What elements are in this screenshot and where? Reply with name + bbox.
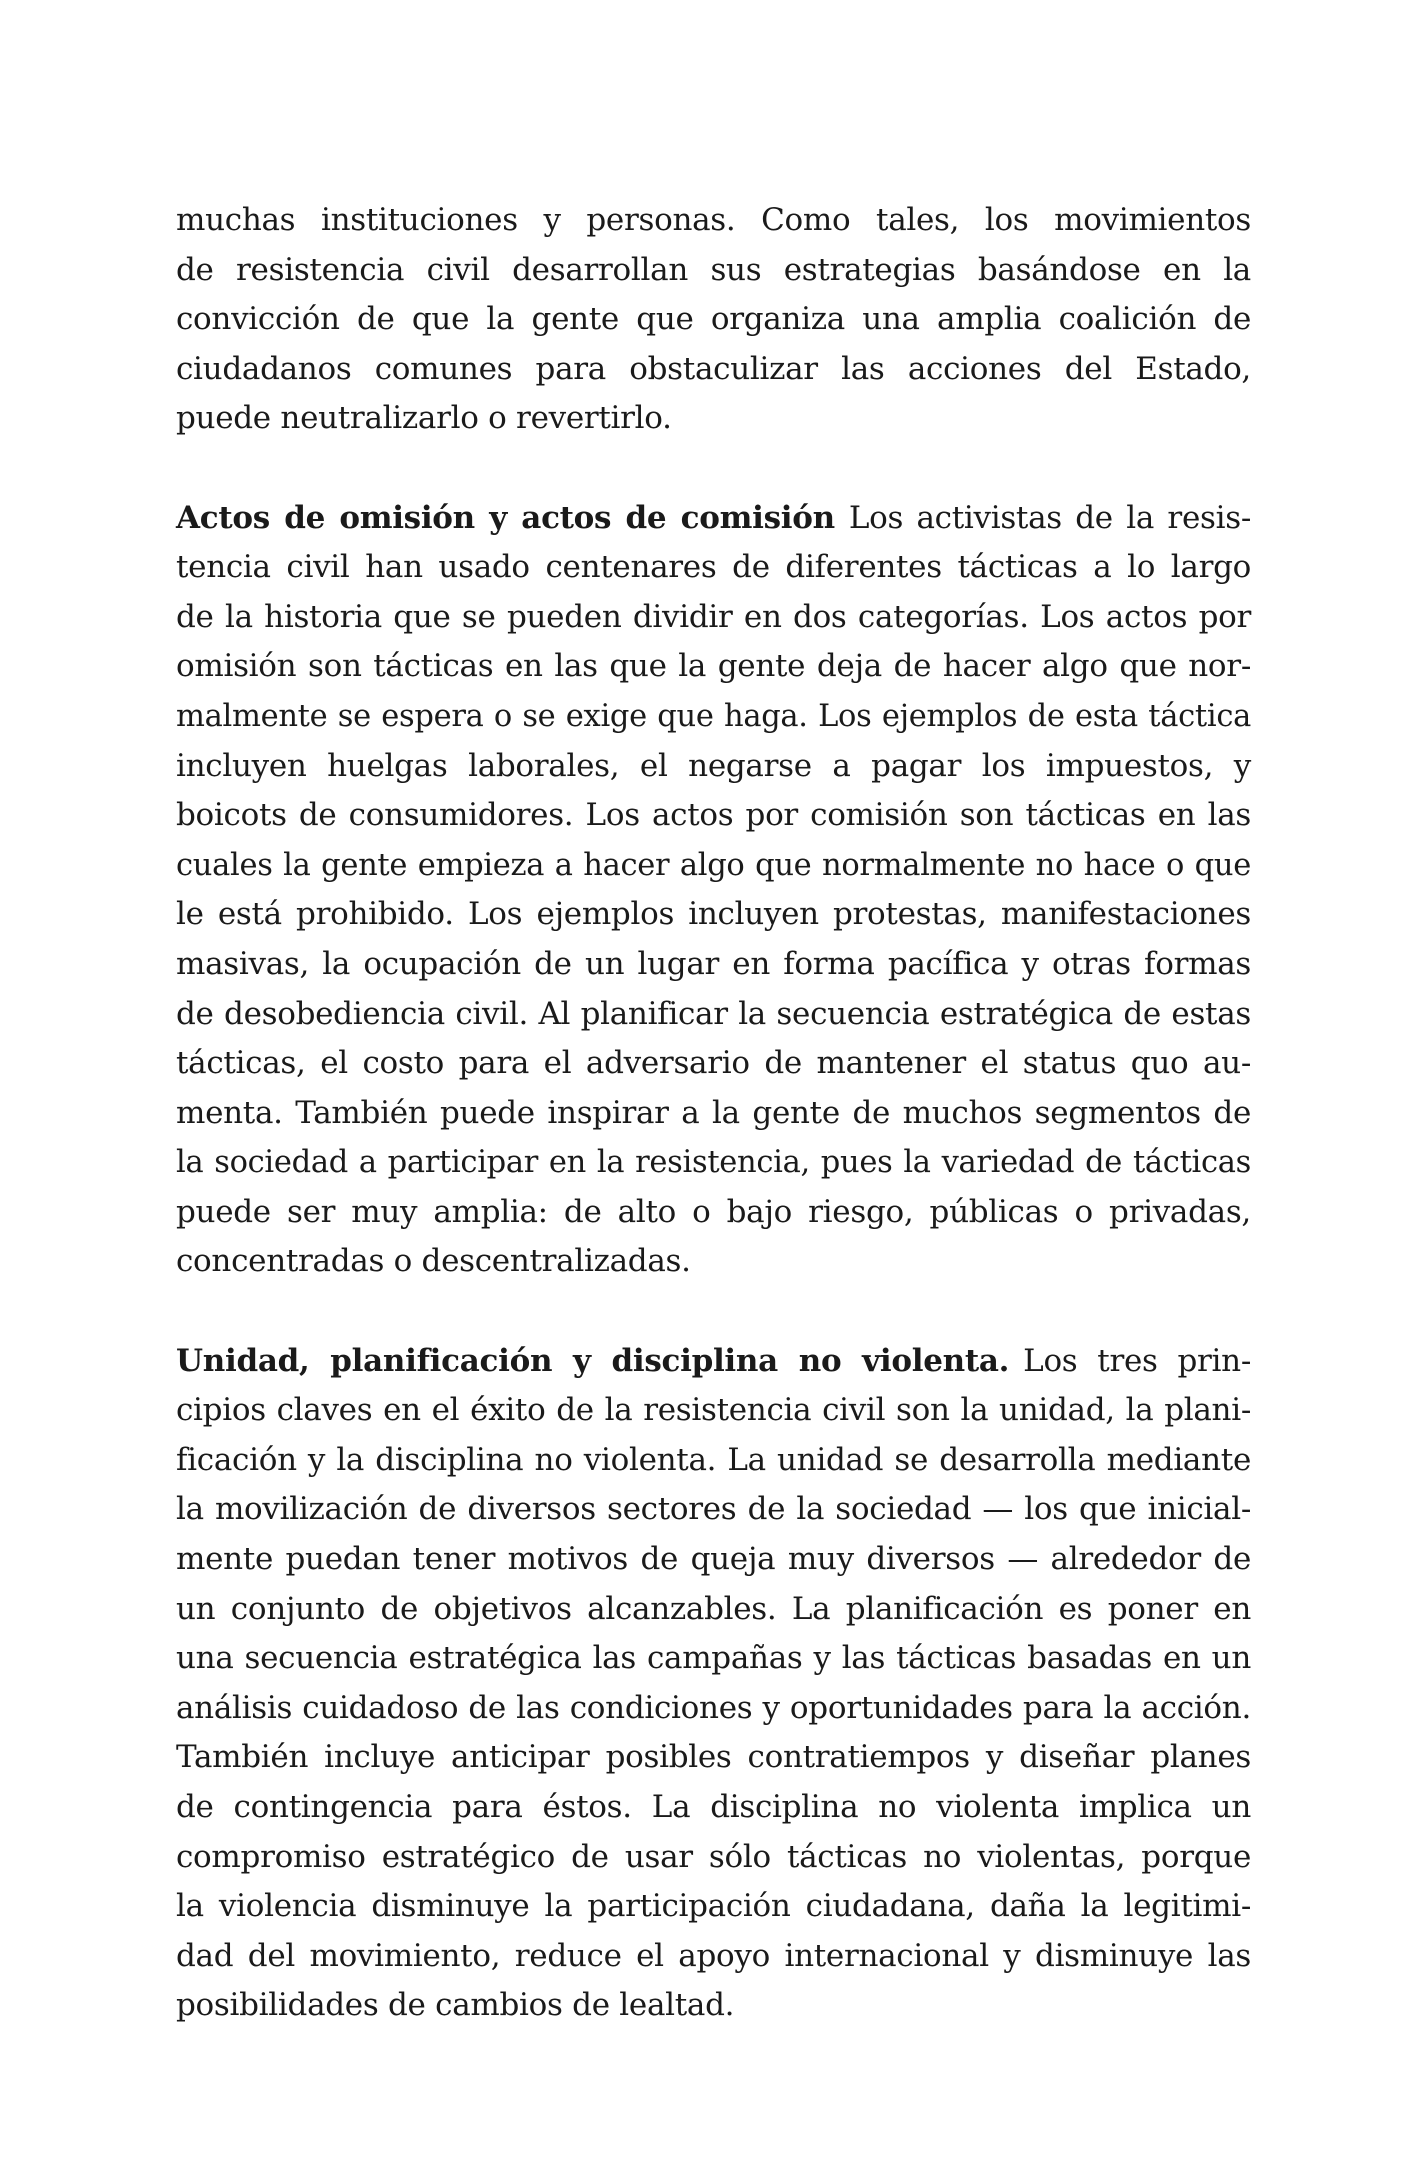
text-line-with-heading <box>176 1337 1251 1387</box>
text-line: mente puedan tener motivos de queja muy diversos — alrededor de <box>176 1541 1251 1578</box>
text-line: la sociedad a participar en la resistencia, pues la variedad de tácticas <box>176 1145 1251 1181</box>
text-line: de la historia que se pueden dividir en dos categorías. Los actos por <box>176 598 1251 635</box>
text-line: una secuencia estratégica las campañas y las tácticas basadas en un <box>176 1640 1251 1677</box>
text-line: ciudadanos comunes para obstaculizar las acciones del Estado, <box>176 350 1251 387</box>
text-line: le está prohibido. Los ejemplos incluyen protestas, manifestaciones <box>176 896 1251 933</box>
text-line: compromiso estratégico de usar sólo tácticas no violentas, porque <box>176 1838 1251 1875</box>
text-line: puede neutralizarlo o revertirlo. <box>176 400 672 437</box>
text-line: malmente se espera o se exige que haga. Los ejemplos de esta táctica <box>176 698 1251 734</box>
text-line: la violencia disminuye la participación ciudadana, daña la legitimi- <box>176 1888 1251 1925</box>
text-line: de desobediencia civil. Al planificar la secuencia estratégica de estas <box>176 995 1251 1032</box>
paragraph-gap <box>176 444 1251 494</box>
text-line: puede ser muy amplia: de alto o bajo riesgo, públicas o privadas, <box>176 1193 1251 1230</box>
text-run: Los activistas de la resis- <box>848 499 1251 536</box>
text-line: menta. También puede inspirar a la gente de muchos segmentos de <box>176 1094 1251 1131</box>
text-line: posibilidades de cambios de lealtad. <box>176 1987 735 2024</box>
text-line: tácticas, el costo para el adversario de mantener el status quo au- <box>176 1045 1251 1082</box>
text-line: cipios claves en el éxito de la resistencia civil son la unidad, la plani- <box>176 1392 1251 1429</box>
text-line: de contingencia para éstos. La disciplina no violenta implica un <box>176 1789 1251 1825</box>
document-page <box>176 196 1251 2031</box>
text-line: concentradas o descentralizadas. <box>176 1243 691 1280</box>
paragraph-3 <box>176 1337 1251 2031</box>
text-line: muchas instituciones y personas. Como tales, los movimientos <box>176 202 1251 238</box>
text-line: cuales la gente empieza a hacer algo que normalmente no hace o que <box>176 847 1251 883</box>
text-line: dad del movimiento, reduce el apoyo internacional y disminuye las <box>176 1937 1251 1974</box>
paragraph-gap <box>176 1287 1251 1337</box>
text-line: omisión son tácticas en las que la gente deja de hacer algo que nor- <box>176 648 1251 685</box>
section-heading: Unidad, planificación y disciplina no violenta. <box>176 1342 1010 1379</box>
text-run: Los tres prin- <box>1023 1342 1252 1379</box>
text-line: También incluye anticipar posibles contratiempos y diseñar planes <box>176 1739 1251 1776</box>
text-line-with-heading <box>176 494 1251 544</box>
text-line: incluyen huelgas laborales, el negarse a pagar los impuestos, y <box>176 747 1251 784</box>
paragraph-2 <box>176 494 1251 1288</box>
text-line: un conjunto de objetivos alcanzables. La planificación es poner en <box>176 1590 1251 1627</box>
section-heading: Actos de omisión y actos de comisión <box>176 499 835 536</box>
text-line: boicots de consumidores. Los actos por comisión son tácticas en las <box>176 797 1251 834</box>
text-line: de resistencia civil desarrollan sus estrategias basándose en la <box>176 251 1251 288</box>
text-line: convicción de que la gente que organiza una amplia coalición de <box>176 301 1251 338</box>
paragraph-1 <box>176 196 1251 444</box>
text-line: la movilización de diversos sectores de la sociedad — los que inicial- <box>176 1491 1251 1528</box>
text-line: ficación y la disciplina no violenta. La unidad se desarrolla mediante <box>176 1441 1251 1478</box>
text-line: tencia civil han usado centenares de diferentes tácticas a lo largo <box>176 549 1251 586</box>
text-line: masivas, la ocupación de un lugar en forma pacífica y otras formas <box>176 945 1251 982</box>
text-line: análisis cuidadoso de las condiciones y oportunidades para la acción. <box>176 1689 1251 1726</box>
